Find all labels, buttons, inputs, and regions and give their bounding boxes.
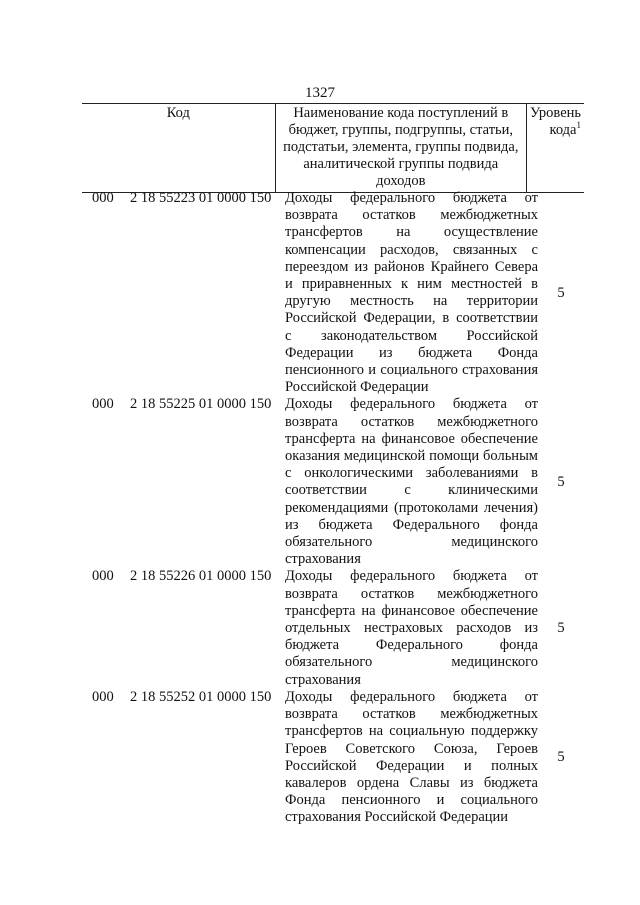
header-level-cell: [526, 104, 584, 193]
header-name: Наименование кода поступлений в бюджет, группы, подгруппы, статьи, подстатьи, элемента, группы подвида, аналитической группы подвида доходов: [275, 104, 526, 193]
header-level-footnote: 1: [576, 120, 581, 130]
row-admin-code: 000: [92, 568, 114, 585]
table-row: [82, 689, 584, 827]
table-header: [82, 103, 584, 193]
table-body: [82, 190, 584, 827]
row-name: Доходы федерального бюджета от возврата остатков межбюджетного трансферта на финансовое обеспечение оказания медицинской помощи больным с онкологическими заболеваниями в соответствии с клиническими рекомендациями (протоколами лечения) из бюджета Федерального фонда обязательного медицинского страхования: [285, 396, 538, 568]
table-row: [82, 396, 584, 568]
row-level: 5: [557, 284, 565, 301]
row-name: Доходы федерального бюджета от возврата остатков межбюджетного трансферта на финансовое обеспечение отдельных нестраховых расходов из бюджета Федерального фонда обязательного медицинского страхования: [285, 568, 538, 688]
row-admin-code: 000: [92, 688, 114, 705]
table-row: [82, 568, 584, 688]
row-admin-code: 000: [92, 396, 114, 413]
row-revenue-code: 2 18 55225 01 0000 150: [130, 396, 272, 413]
row-name: Доходы федерального бюджета от возврата остатков межбюджетных трансфертов на осуществление компенсации расходов, связанных с переездом из районов Крайнего Севера и приравненных к ним местностей в другую местность на территории Российской Федерации, в соответствии с законодательством Российской Федерации из бюджета Фонда пенсионного и социального страхования Российской Федерации: [285, 190, 538, 396]
table-row: [82, 190, 584, 396]
row-revenue-code: 2 18 55226 01 0000 150: [130, 568, 272, 585]
row-name: Доходы федерального бюджета от возврата остатков межбюджетных трансфертов на социальную поддержку Героев Советского Союза, Героев Российской Федерации и полных кавалеров ордена Славы из бюджета Фонда пенсионного и социального страхования Российской Федерации: [285, 688, 538, 826]
row-level: 5: [557, 620, 565, 637]
row-level: 5: [557, 749, 565, 766]
row-revenue-code: 2 18 55223 01 0000 150: [130, 190, 272, 206]
header-code: Код: [82, 104, 275, 193]
row-revenue-code: 2 18 55252 01 0000 150: [130, 688, 272, 705]
header-level: Уровень кода: [529, 105, 581, 138]
row-admin-code: 000: [92, 190, 114, 206]
row-level: 5: [557, 473, 565, 490]
page-number: 1327: [305, 85, 335, 101]
